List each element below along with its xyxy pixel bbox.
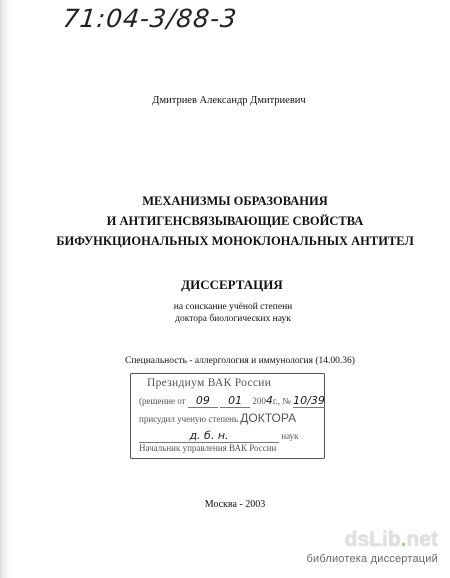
- stamp-decision-row: [139, 394, 325, 408]
- specialty: Специальность - аллергология и иммунология (14.00.36): [125, 356, 355, 366]
- stamp-year-prefix: 200: [252, 396, 266, 406]
- vak-stamp: [130, 373, 325, 459]
- archive-code-handwritten: 71:04-3/88-3: [61, 4, 239, 33]
- title-line-1: МЕХАНИЗМЫ ОБРАЗОВАНИЯ: [142, 194, 328, 208]
- stamp-awarded-row: [139, 411, 296, 425]
- degree-line-1: на соискание учёной степени: [173, 302, 293, 312]
- stamp-number: 10/39: [293, 394, 325, 407]
- degree-line-2: доктора биологических наук: [175, 314, 291, 324]
- stamp-awarded-label: присудил ученую степень: [139, 414, 239, 424]
- stamp-head-row: Начальник управления ВАК России: [139, 443, 277, 453]
- dslib-logo-main: [345, 528, 438, 552]
- stamp-day: 09: [188, 394, 218, 408]
- title-line-2: И АНТИГЕНСВЯЗЫВАЮЩИЕ СВОЙСТВА: [106, 214, 364, 228]
- stamp-decision-prefix: (решение от: [139, 396, 186, 406]
- author-name: Дмитриев Александр Дмитриевич: [152, 95, 306, 106]
- stamp-number-label: г., №: [272, 396, 291, 406]
- stamp-science-hand: д. б. н.: [139, 429, 279, 443]
- document-type: ДИССЕРТАЦИЯ: [181, 277, 283, 292]
- logo-main-text: dsLib: [344, 528, 401, 551]
- logo-tld: net: [406, 528, 438, 551]
- dslib-logo[interactable]: [278, 526, 438, 570]
- stamp-science-suffix: наук: [281, 431, 299, 441]
- title-line-3: БИФУНКЦИОНАЛЬНЫХ МОНОКЛОНАЛЬНЫХ АНТИТЕЛ: [56, 234, 414, 248]
- stamp-science-row: [139, 429, 298, 443]
- stamp-month: 01: [220, 394, 250, 408]
- stamp-degree: ДОКТОРА: [240, 411, 297, 425]
- city-year: Москва - 2003: [204, 499, 266, 510]
- stamp-year-digit: 4: [265, 394, 273, 407]
- degree-sought: [0, 301, 450, 325]
- logo-dot: .: [400, 528, 407, 551]
- stamp-title: Президиум ВАК России: [147, 377, 272, 389]
- dissertation-title: [0, 191, 450, 251]
- dslib-logo-subtitle: библиотека диссертаций: [306, 553, 438, 565]
